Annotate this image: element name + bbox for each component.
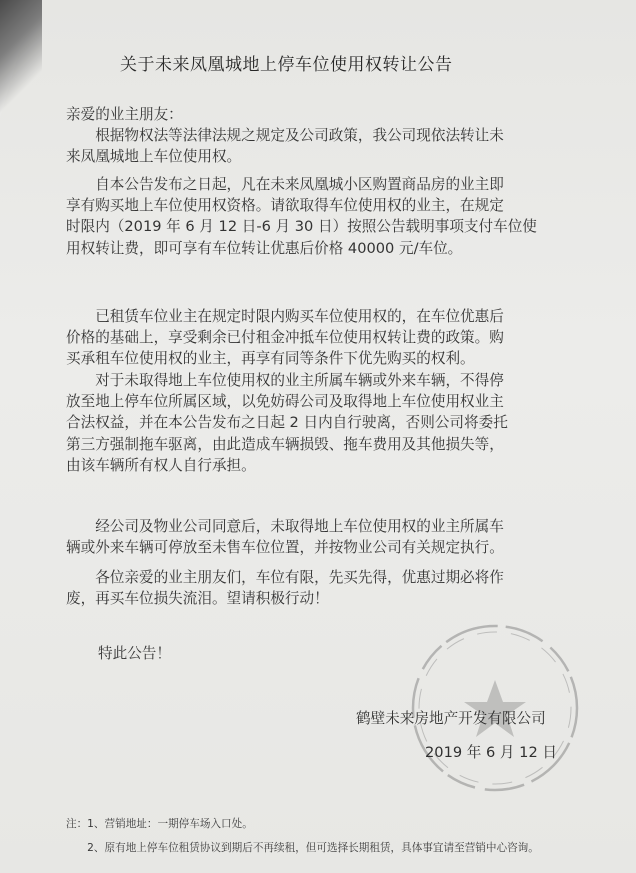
paragraph-line: 买承租车位使用权的业主，再享有同等条件下优先购买的权利。 <box>66 350 475 368</box>
paragraph-4 <box>66 370 508 476</box>
paragraph-line: 时限内（2019 年 6 月 12 日-6 月 30 日）按照公告载明事项支付车位使 <box>66 218 537 236</box>
paragraph-line: 废，再买车位损失流泪。望请积极行动！ <box>66 590 329 608</box>
paragraph-2 <box>66 174 537 259</box>
company-signature: 鹤壁未来房地产开发有限公司 <box>356 710 546 727</box>
footnote-1: 注：1、营销地址：一期停车场入口处。 <box>66 818 253 830</box>
paragraph-line: 来凤凰城地上车位使用权。 <box>66 148 242 166</box>
paragraph-line: 各位亲爱的业主朋友们，车位有限，先买先得，优惠过期必将作 <box>66 569 504 586</box>
notice-title: 关于未来凤凰城地上停车位使用权转让公告 <box>120 55 453 75</box>
paragraph-line: 根据物权法等法律法规之规定及公司政策，我公司现依法转让未 <box>66 127 504 144</box>
paragraph-line: 辆或外来车辆可停放至未售车位位置，并按物业公司有关规定执行。 <box>66 539 504 557</box>
paragraph-line: 享有购买地上车位使用权资格。请欲取得车位使用权的业主，在规定 <box>66 197 504 215</box>
paragraph-3 <box>66 306 504 370</box>
paragraph-line: 由该车辆所有权人自行承担。 <box>66 456 256 474</box>
issue-date: 2019 年 6 月 12 日 <box>425 744 557 761</box>
paragraph-line: 价格的基础上，享受剩余已付租金冲抵车位使用权转让费的政策。购 <box>66 329 504 347</box>
paragraph-5 <box>66 516 504 558</box>
closing-line: 特此公告！ <box>98 645 171 662</box>
paragraph-1 <box>66 125 504 167</box>
paragraph-6 <box>66 567 504 609</box>
paragraph-line: 经公司及物业公司同意后，未取得地上车位使用权的业主所属车 <box>66 518 504 535</box>
paragraph-line: 对于未取得地上车位使用权的业主所属车辆或外来车辆，不得停 <box>66 372 504 389</box>
paragraph-line: 自本公告发布之日起，凡在未来凤凰城小区购置商品房的业主即 <box>66 176 504 193</box>
paragraph-line: 用权转让费，即可享有车位转让优惠后价格 40000 元/车位。 <box>66 239 463 257</box>
page-shadow-corner <box>0 0 42 120</box>
paragraph-line: 放至地上停车位所属区域，以免妨碍公司及取得地上车位使用权业主 <box>66 393 504 411</box>
footnote-2: 2、原有地上停车位租赁协议到期后不再续租，但可选择长期租赁，具体事宜请至营销中心咨询。 <box>66 842 539 854</box>
paragraph-line: 第三方强制拖车驱离，由此造成车辆损毁、拖车费用及其他损失等， <box>66 435 504 453</box>
greeting: 亲爱的业主朋友： <box>66 106 183 123</box>
paragraph-line: 合法权益，并在本公告发布之日起 2 日内自行驶离，否则公司将委托 <box>66 414 508 432</box>
paragraph-line: 已租赁车位业主在规定时限内购买车位使用权的，在车位优惠后 <box>66 308 504 325</box>
